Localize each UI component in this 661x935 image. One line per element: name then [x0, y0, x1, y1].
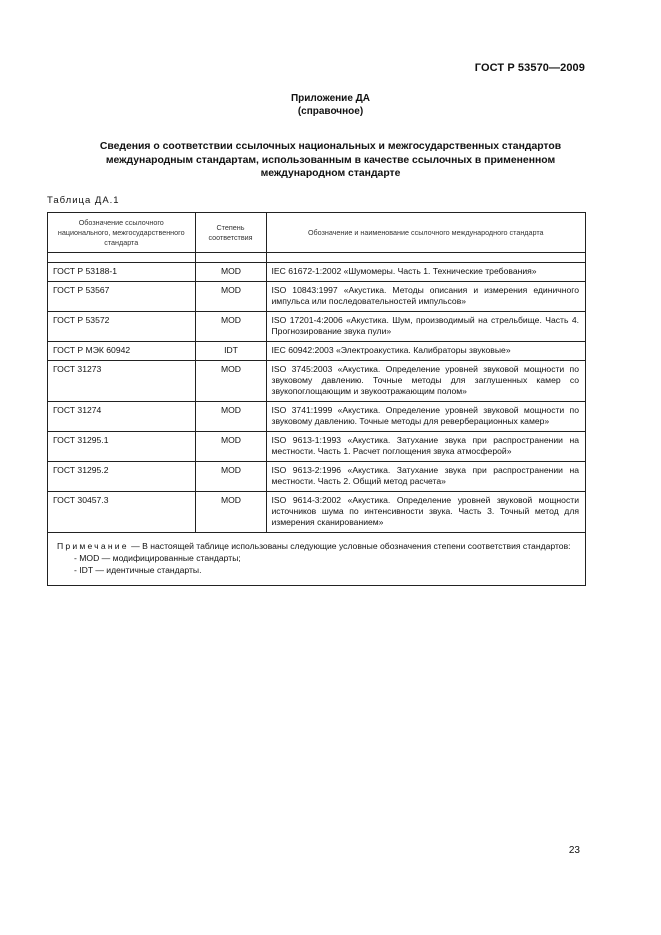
cell-national: ГОСТ Р МЭК 60942: [48, 342, 195, 361]
note-item: - MOD — модифицированные стандарты;: [74, 553, 241, 563]
note-item: - IDT — идентичные стандарты.: [74, 565, 202, 575]
cell-international: ISO 3745:2003 «Акустика. Определение уровней звуковой мощности по звуковому давлению. Точные методы для заглушенных камер со звукопоглощающим и звукоотражающим полом»: [266, 361, 585, 402]
cell-international: ISO 17201-4:2006 «Акустика. Шум, производимый на стрельбище. Часть 4. Прогнозирование звука пули»: [266, 312, 585, 342]
cell-international: ISO 9613-2:1996 «Акустика. Затухание звука при распространении на местности. Часть 2. Общий метод расчета»: [266, 462, 585, 492]
table-caption: Таблица ДА.1: [47, 195, 120, 206]
cell-national: ГОСТ 31295.1: [48, 432, 195, 462]
note-body: В настоящей таблице использованы следующие условные обозначения степени соответствия стандартов:: [142, 541, 571, 551]
page-number: 23: [568, 845, 580, 856]
table-row: [48, 312, 585, 342]
cell-degree: MOD: [195, 263, 266, 282]
cell-degree: MOD: [195, 462, 266, 492]
cell-degree: MOD: [195, 361, 266, 402]
note-dash: —: [128, 541, 143, 551]
note-label: Примечание: [57, 541, 129, 551]
column-header-national: Обозначение ссылочного национального, межгосударственного стандарта: [48, 213, 195, 253]
cell-national: ГОСТ 31274: [48, 402, 195, 432]
note-text: [57, 540, 577, 552]
cell-national: ГОСТ Р 53572: [48, 312, 195, 342]
header-separator: [48, 253, 585, 263]
cell-international: ISO 10843:1997 «Акустика. Методы описания и измерения единичного импульса или последовательностей импульсов»: [266, 282, 585, 312]
cell-national: ГОСТ Р 53567: [48, 282, 195, 312]
cell-degree: MOD: [195, 492, 266, 533]
correspondence-table: [47, 212, 586, 586]
standard-code: ГОСТ Р 53570—2009: [474, 62, 585, 74]
column-header-degree: Степень соответствия: [195, 213, 266, 253]
cell-international: ISO 9614-3:2002 «Акустика. Определение уровней звуковой мощности источников шума по интенсивности звука. Часть 3. Точный метод для измерения сканированием»: [266, 492, 585, 533]
cell-international: IEC 60942:2003 «Электроакустика. Калибраторы звуковые»: [266, 342, 585, 361]
cell-national: ГОСТ Р 53188-1: [48, 263, 195, 282]
cell-national: ГОСТ 30457.3: [48, 492, 195, 533]
table-row: [48, 263, 585, 282]
table-row: [48, 492, 585, 533]
cell-degree: MOD: [195, 282, 266, 312]
table-row: [48, 402, 585, 432]
cell-degree: IDT: [195, 342, 266, 361]
table-row: [48, 361, 585, 402]
cell-degree: MOD: [195, 402, 266, 432]
title-line: Сведения о соответствии ссылочных национальных и межгосударственных стандартов: [99, 141, 562, 152]
cell-international: ISO 3741:1999 «Акустика. Определение уровней звуковой мощности по звуковому давлению. Точные методы для реверберационных камер»: [266, 402, 585, 432]
table-header-row: [48, 213, 585, 253]
cell-degree: MOD: [195, 432, 266, 462]
cell-degree: MOD: [195, 312, 266, 342]
column-header-international: Обозначение и наименование ссылочного международного стандарта: [266, 213, 585, 253]
appendix-heading: [0, 92, 661, 118]
title-line: международным стандартам, использованным в качестве ссылочных в примененном: [105, 154, 556, 166]
cell-international: IEC 61672-1:2002 «Шумомеры. Часть 1. Технические требования»: [266, 263, 585, 282]
document-title: [60, 140, 601, 181]
table-row: [48, 462, 585, 492]
table-row: [48, 432, 585, 462]
cell-national: ГОСТ 31273: [48, 361, 195, 402]
table-note: [48, 533, 585, 585]
appendix-title: Приложение ДА: [290, 93, 371, 104]
table-body: [48, 263, 585, 533]
cell-international: ISO 9613-1:1993 «Акустика. Затухание звука при распространении на местности. Часть 1. Расчет поглощения звука атмосферой»: [266, 432, 585, 462]
title-line: международном стандарте: [260, 168, 401, 179]
table-row: [48, 342, 585, 361]
table-row: [48, 282, 585, 312]
appendix-subtitle: (справочное): [297, 106, 364, 117]
cell-national: ГОСТ 31295.2: [48, 462, 195, 492]
